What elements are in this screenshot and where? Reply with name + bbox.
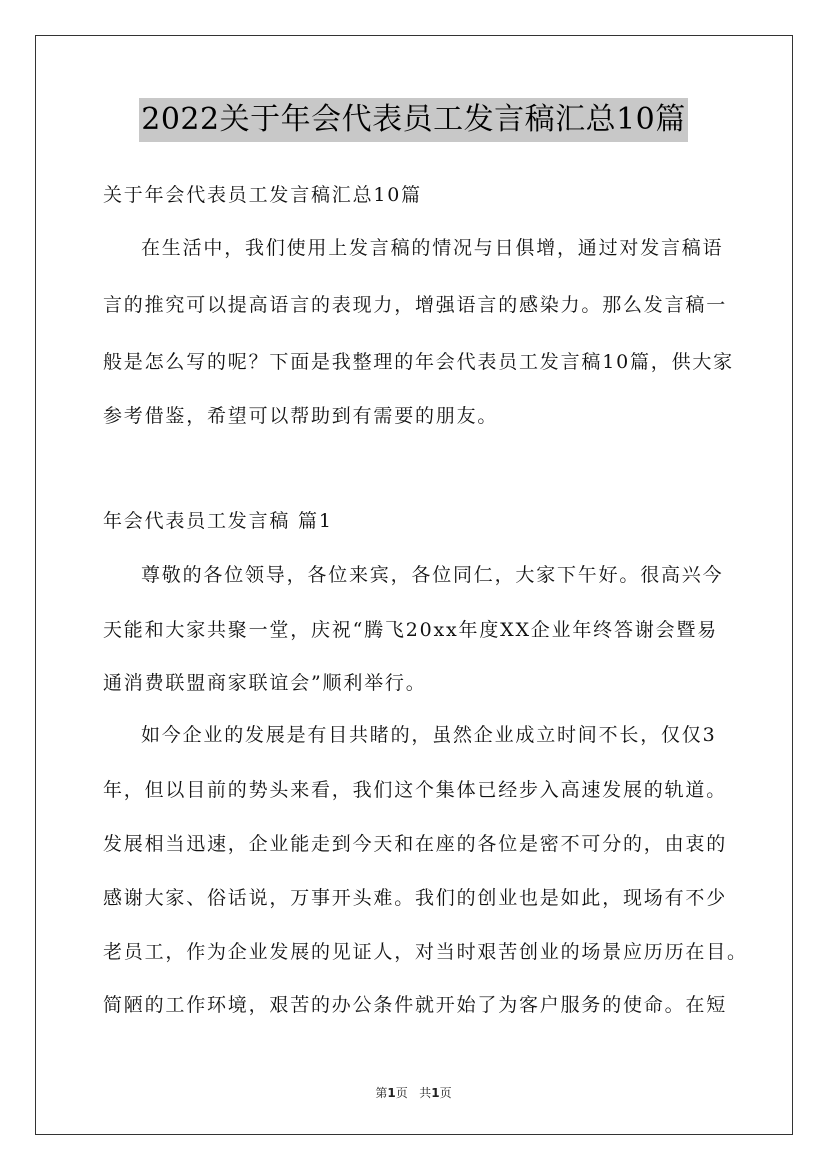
page-footer <box>0 1084 827 1101</box>
footer-total-number: 1 <box>431 1086 440 1100</box>
paragraph2-line-2: 年，但以目前的势头来看，我们这个集体已经步入高速发展的轨道。 <box>103 779 728 801</box>
paragraph1-line-2: 天能和大家共聚一堂，庆祝“腾飞20xx年度XX企业年终答谢会暨易 <box>103 619 718 641</box>
footer-total-suffix: 页 <box>439 1086 452 1100</box>
intro-line-4: 参考借鉴，希望可以帮助到有需要的朋友。 <box>103 405 499 427</box>
paragraph2-line-1: 如今企业的发展是有目共睹的，虽然企业成立时间不长，仅仅3 <box>141 724 717 746</box>
document-title-wrap <box>0 98 827 142</box>
footer-page-number: 1 <box>387 1086 396 1100</box>
document-subtitle: 关于年会代表员工发言稿汇总10篇 <box>103 184 422 206</box>
document-title: 2022关于年会代表员工发言稿汇总10篇 <box>139 98 688 142</box>
intro-line-2: 言的推究可以提高语言的表现力，增强语言的感染力。那么发言稿一 <box>103 294 728 316</box>
intro-line-1: 在生活中，我们使用上发言稿的情况与日俱增，通过对发言稿语 <box>141 237 724 259</box>
footer-total-prefix: 共 <box>419 1086 432 1100</box>
intro-line-3: 般是怎么写的呢？下面是我整理的年会代表员工发言稿10篇，供大家 <box>103 351 734 373</box>
paragraph2-line-5: 老员工，作为企业发展的见证人，对当时艰苦创业的场景应历历在目。 <box>103 941 748 963</box>
footer-page-prefix: 第 <box>375 1086 388 1100</box>
paragraph1-line-1: 尊敬的各位领导，各位来宾，各位同仁，大家下午好。很高兴今 <box>141 564 724 586</box>
paragraph2-line-4: 感谢大家、俗话说，万事开头难。我们的创业也是如此，现场有不少 <box>103 887 728 909</box>
paragraph2-line-3: 发展相当迅速，企业能走到今天和在座的各位是密不可分的，由衷的 <box>103 833 728 855</box>
section-heading: 年会代表员工发言稿 篇1 <box>103 510 333 532</box>
footer-page-suffix: 页 <box>395 1086 408 1100</box>
paragraph1-line-3: 通消费联盟商家联谊会”顺利举行。 <box>103 672 427 694</box>
paragraph2-line-6: 简陋的工作环境，艰苦的办公条件就开始了为客户服务的使命。在短 <box>103 994 728 1016</box>
